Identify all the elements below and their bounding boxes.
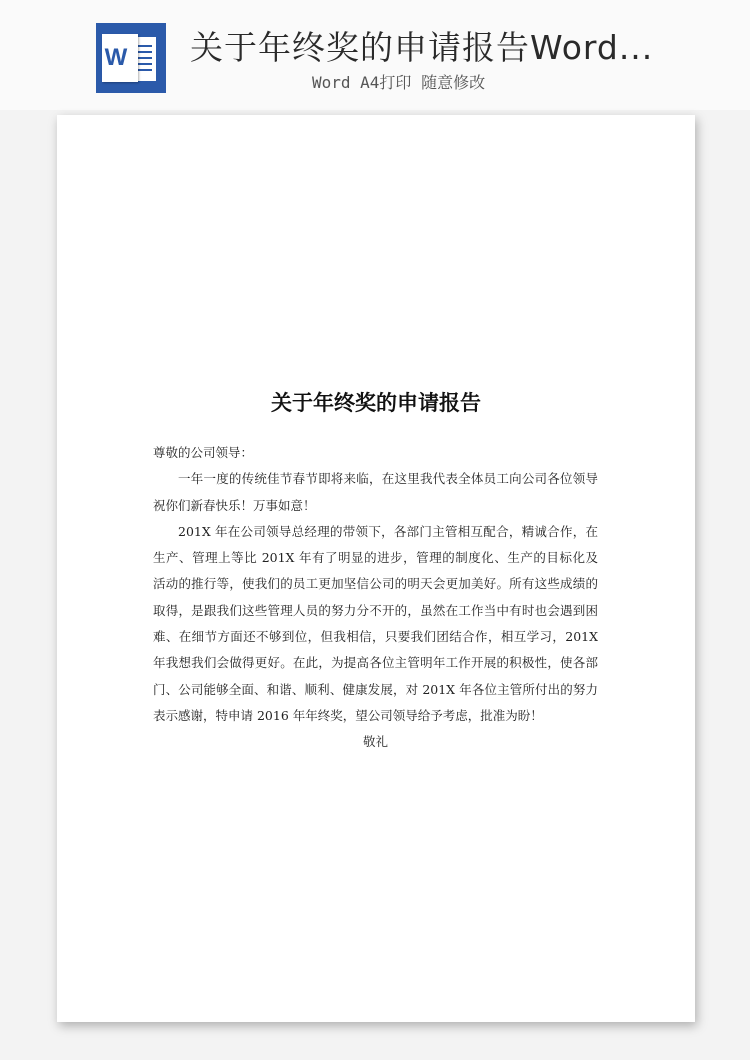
body-line: 201X 年在公司领导总经理的带领下，各部门主管相互配合，精诚合作，在 xyxy=(178,523,598,539)
body-line: 活动的推行等，使我们的员工更加坚信公司的明天会更加美好。所有这些成绩的 xyxy=(153,576,598,592)
body-line: 门、公司能够全面、和谐、顺利、健康发展，对 201X 年各位主管所付出的努力 xyxy=(153,681,598,697)
header-banner xyxy=(0,0,750,110)
body-line: 取得，是跟我们这些管理人员的努力分不开的，虽然在工作当中有时也会遇到困 xyxy=(153,602,598,618)
body-line: 难、在细节方面还不够到位，但我相信，只要我们团结合作，相互学习，201X xyxy=(153,629,598,645)
document-page xyxy=(57,115,695,1022)
body-line: 祝你们新春快乐！万事如意！ xyxy=(153,497,316,513)
salutation: 尊敬的公司领导： xyxy=(153,445,254,460)
closing: 敬礼 xyxy=(362,734,388,750)
body-line: 一年一度的传统佳节春节即将来临，在这里我代表全体员工向公司各位领导 xyxy=(178,471,598,487)
body-line: 表示感谢，特申请 2016 年年终奖，望公司领导给予考虑，批准为盼！ xyxy=(153,707,543,723)
body-line: 生产、管理上等比 201X 年有了明显的进步，管理的制度化、生产的目标化及 xyxy=(153,550,598,566)
document-title: 关于年终奖的申请报告 xyxy=(271,390,481,415)
header-subtitle: Word A4打印 随意修改 xyxy=(312,73,486,92)
header-title: 关于年终奖的申请报告Word... xyxy=(190,28,654,67)
body-line: 年我想我们会做得更好。在此，为提高各位主管明年工作开展的积极性，使各部 xyxy=(153,655,598,671)
document-body xyxy=(153,440,598,756)
word-logo-icon: W xyxy=(96,23,166,93)
